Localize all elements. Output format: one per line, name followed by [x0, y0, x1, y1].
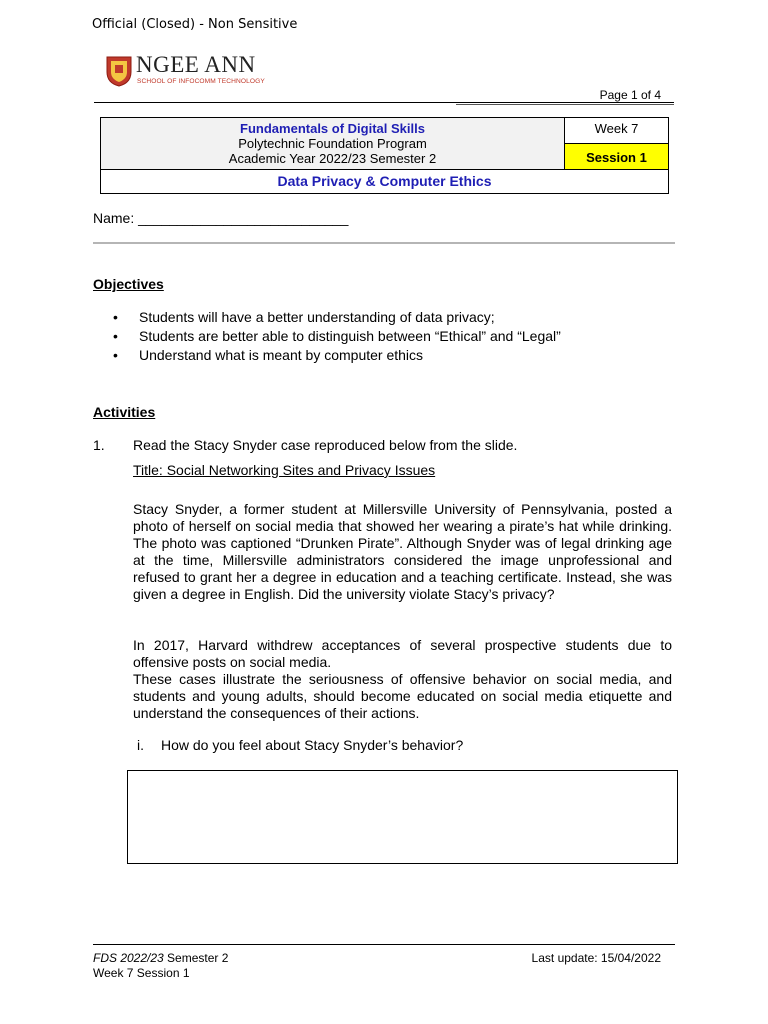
footer-semester: Semester 2 — [163, 951, 229, 965]
session-cell: Session 1 — [565, 144, 668, 170]
objectives-list — [113, 308, 673, 365]
topic-title: Data Privacy & Computer Ethics — [277, 173, 492, 189]
case-paragraph: These cases illustrate the seriousness of offensive behavior on social media, and students and young adults, should become educated on social media etiquette and understand the consequences of their actions. — [133, 671, 672, 721]
case-paragraph: In 2017, Harvard withdrew acceptances of several prospective students due to offensive posts on social media. — [133, 637, 672, 670]
question-text: How do you feel about Stacy Snyder’s behavior? — [161, 737, 464, 753]
week-cell: Week 7 — [565, 118, 668, 144]
footer-course-info — [93, 951, 228, 981]
case-paragraph: Stacy Snyder, a former student at Millersville University of Pennsylvania, posted a photo of herself on social media that showed her wearing a pirate’s hat while drinking. The photo was captioned “Drunken Pirate”. Although Snyder was of legal drinking age at the time, Millersville administrators considered the image unprofessional and refused to grant her a degree in education and a teaching certificate. Instead, she was given a degree in English. Did the university violate Stacy’s privacy? — [133, 501, 672, 602]
course-info-cell — [101, 118, 565, 170]
course-info-table — [100, 117, 669, 194]
logo-subtitle: SCHOOL OF INFOCOMM TECHNOLOGY — [137, 78, 265, 85]
question-number: i. — [137, 737, 144, 753]
name-field: Name: ___________________________ — [93, 210, 349, 226]
program-name: Polytechnic Foundation Program — [238, 136, 427, 151]
activities-heading: Activities — [93, 404, 156, 420]
header-divider — [94, 102, 674, 103]
crest-icon — [106, 55, 132, 87]
footer-divider — [93, 944, 675, 945]
page-number: Page 1 of 4 — [599, 88, 661, 102]
objective-item: • Understand what is meant by computer ethics — [113, 346, 673, 365]
footer-week-session: Week 7 Session 1 — [93, 966, 190, 980]
classification-label: Official (Closed) - Non Sensitive — [92, 17, 298, 32]
footer-last-update: Last update: 15/04/2022 — [531, 951, 661, 965]
name-divider — [93, 242, 675, 244]
case-title: Title: Social Networking Sites and Privacy Issues — [133, 462, 436, 478]
objective-item: • Students will have a better understanding of data privacy; — [113, 308, 673, 327]
school-logo — [106, 52, 266, 91]
header-divider-secondary — [456, 104, 674, 105]
footer-code: FDS 2022/23 — [93, 951, 164, 965]
answer-box[interactable] — [127, 770, 678, 864]
logo-title: NGEE ANN — [136, 52, 256, 77]
activity-number: 1. — [93, 437, 105, 453]
objectives-heading: Objectives — [93, 276, 164, 292]
academic-year: Academic Year 2022/23 Semester 2 — [228, 151, 437, 166]
activity-instruction: Read the Stacy Snyder case reproduced below from the slide. — [133, 437, 518, 453]
course-title: Fundamentals of Digital Skills — [240, 121, 425, 136]
objective-item: • Students are better able to distinguish between “Ethical” and “Legal” — [113, 327, 673, 346]
